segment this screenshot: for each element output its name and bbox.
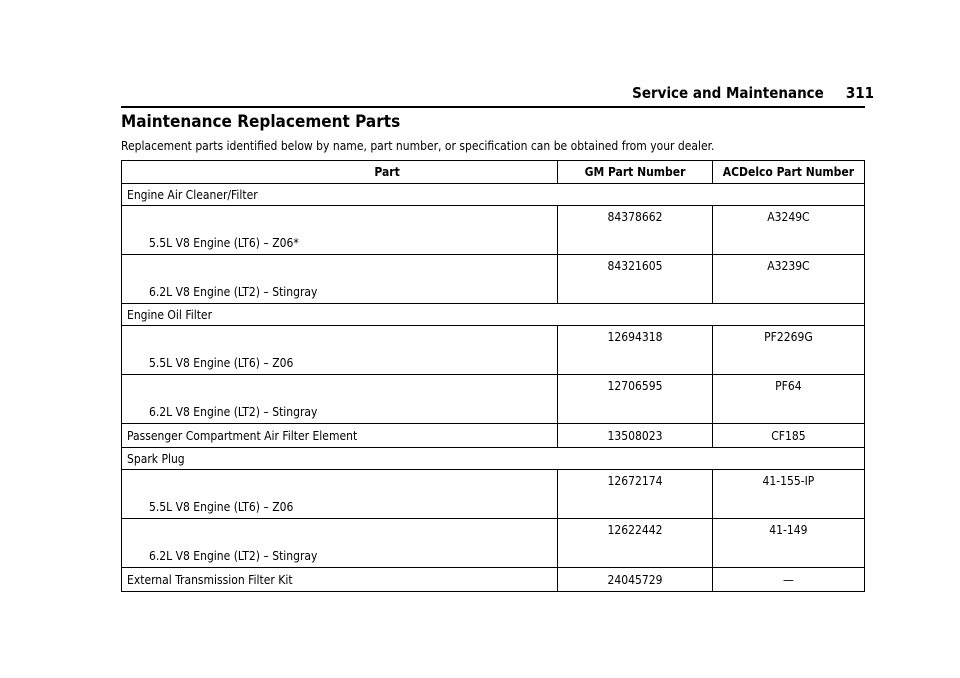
part-name: 6.2L V8 Engine (LT2) – Stingray xyxy=(122,255,558,304)
table-header-row xyxy=(122,161,865,184)
part-name: 6.2L V8 Engine (LT2) – Stingray xyxy=(122,519,558,568)
gm-part-number: 84378662 xyxy=(558,206,713,255)
table-row xyxy=(122,470,865,519)
gm-part-number: 12694318 xyxy=(558,326,713,375)
group-label: Spark Plug xyxy=(122,448,865,470)
part-name: External Transmission Filter Kit xyxy=(122,568,558,592)
gm-part-number: 84321605 xyxy=(558,255,713,304)
acdelco-part-number: A3249C xyxy=(712,206,864,255)
parts-table xyxy=(121,160,865,592)
section-title: Service and Maintenance xyxy=(632,84,824,102)
acdelco-part-number: A3239C xyxy=(712,255,864,304)
gm-part-number: 12706595 xyxy=(558,375,713,424)
header-rule xyxy=(121,106,865,108)
gm-part-number: 13508023 xyxy=(558,424,713,448)
acdelco-part-number: PF64 xyxy=(712,375,864,424)
acdelco-part-number: 41-149 xyxy=(712,519,864,568)
part-name: 5.5L V8 Engine (LT6) – Z06* xyxy=(122,206,558,255)
table-row xyxy=(122,255,865,304)
page-title: Maintenance Replacement Parts xyxy=(121,112,401,132)
acdelco-part-number: — xyxy=(712,568,864,592)
table-row xyxy=(122,375,865,424)
acdelco-part-number: CF185 xyxy=(712,424,864,448)
table-row xyxy=(122,206,865,255)
part-name: 6.2L V8 Engine (LT2) – Stingray xyxy=(122,375,558,424)
part-name: Passenger Compartment Air Filter Element xyxy=(122,424,558,448)
gm-part-number: 12672174 xyxy=(558,470,713,519)
gm-part-number: 12622442 xyxy=(558,519,713,568)
acdelco-part-number: PF2269G xyxy=(712,326,864,375)
table-row xyxy=(122,184,865,206)
column-header-gm: GM Part Number xyxy=(558,161,713,184)
gm-part-number: 24045729 xyxy=(558,568,713,592)
running-header xyxy=(632,84,874,102)
intro-paragraph: Replacement parts identified below by name, part number, or specification can be obtained from your dealer. xyxy=(121,139,715,153)
page-number: 311 xyxy=(845,84,874,102)
table-body xyxy=(122,184,865,592)
group-label: Engine Air Cleaner/Filter xyxy=(122,184,865,206)
part-name: 5.5L V8 Engine (LT6) – Z06 xyxy=(122,470,558,519)
acdelco-part-number: 41-155-IP xyxy=(712,470,864,519)
table-row xyxy=(122,448,865,470)
table-row xyxy=(122,568,865,592)
column-header-acdelco: ACDelco Part Number xyxy=(712,161,864,184)
table-row xyxy=(122,424,865,448)
table-row xyxy=(122,519,865,568)
table-row xyxy=(122,326,865,375)
group-label: Engine Oil Filter xyxy=(122,304,865,326)
table-row xyxy=(122,304,865,326)
part-name: 5.5L V8 Engine (LT6) – Z06 xyxy=(122,326,558,375)
column-header-part: Part xyxy=(122,161,558,184)
